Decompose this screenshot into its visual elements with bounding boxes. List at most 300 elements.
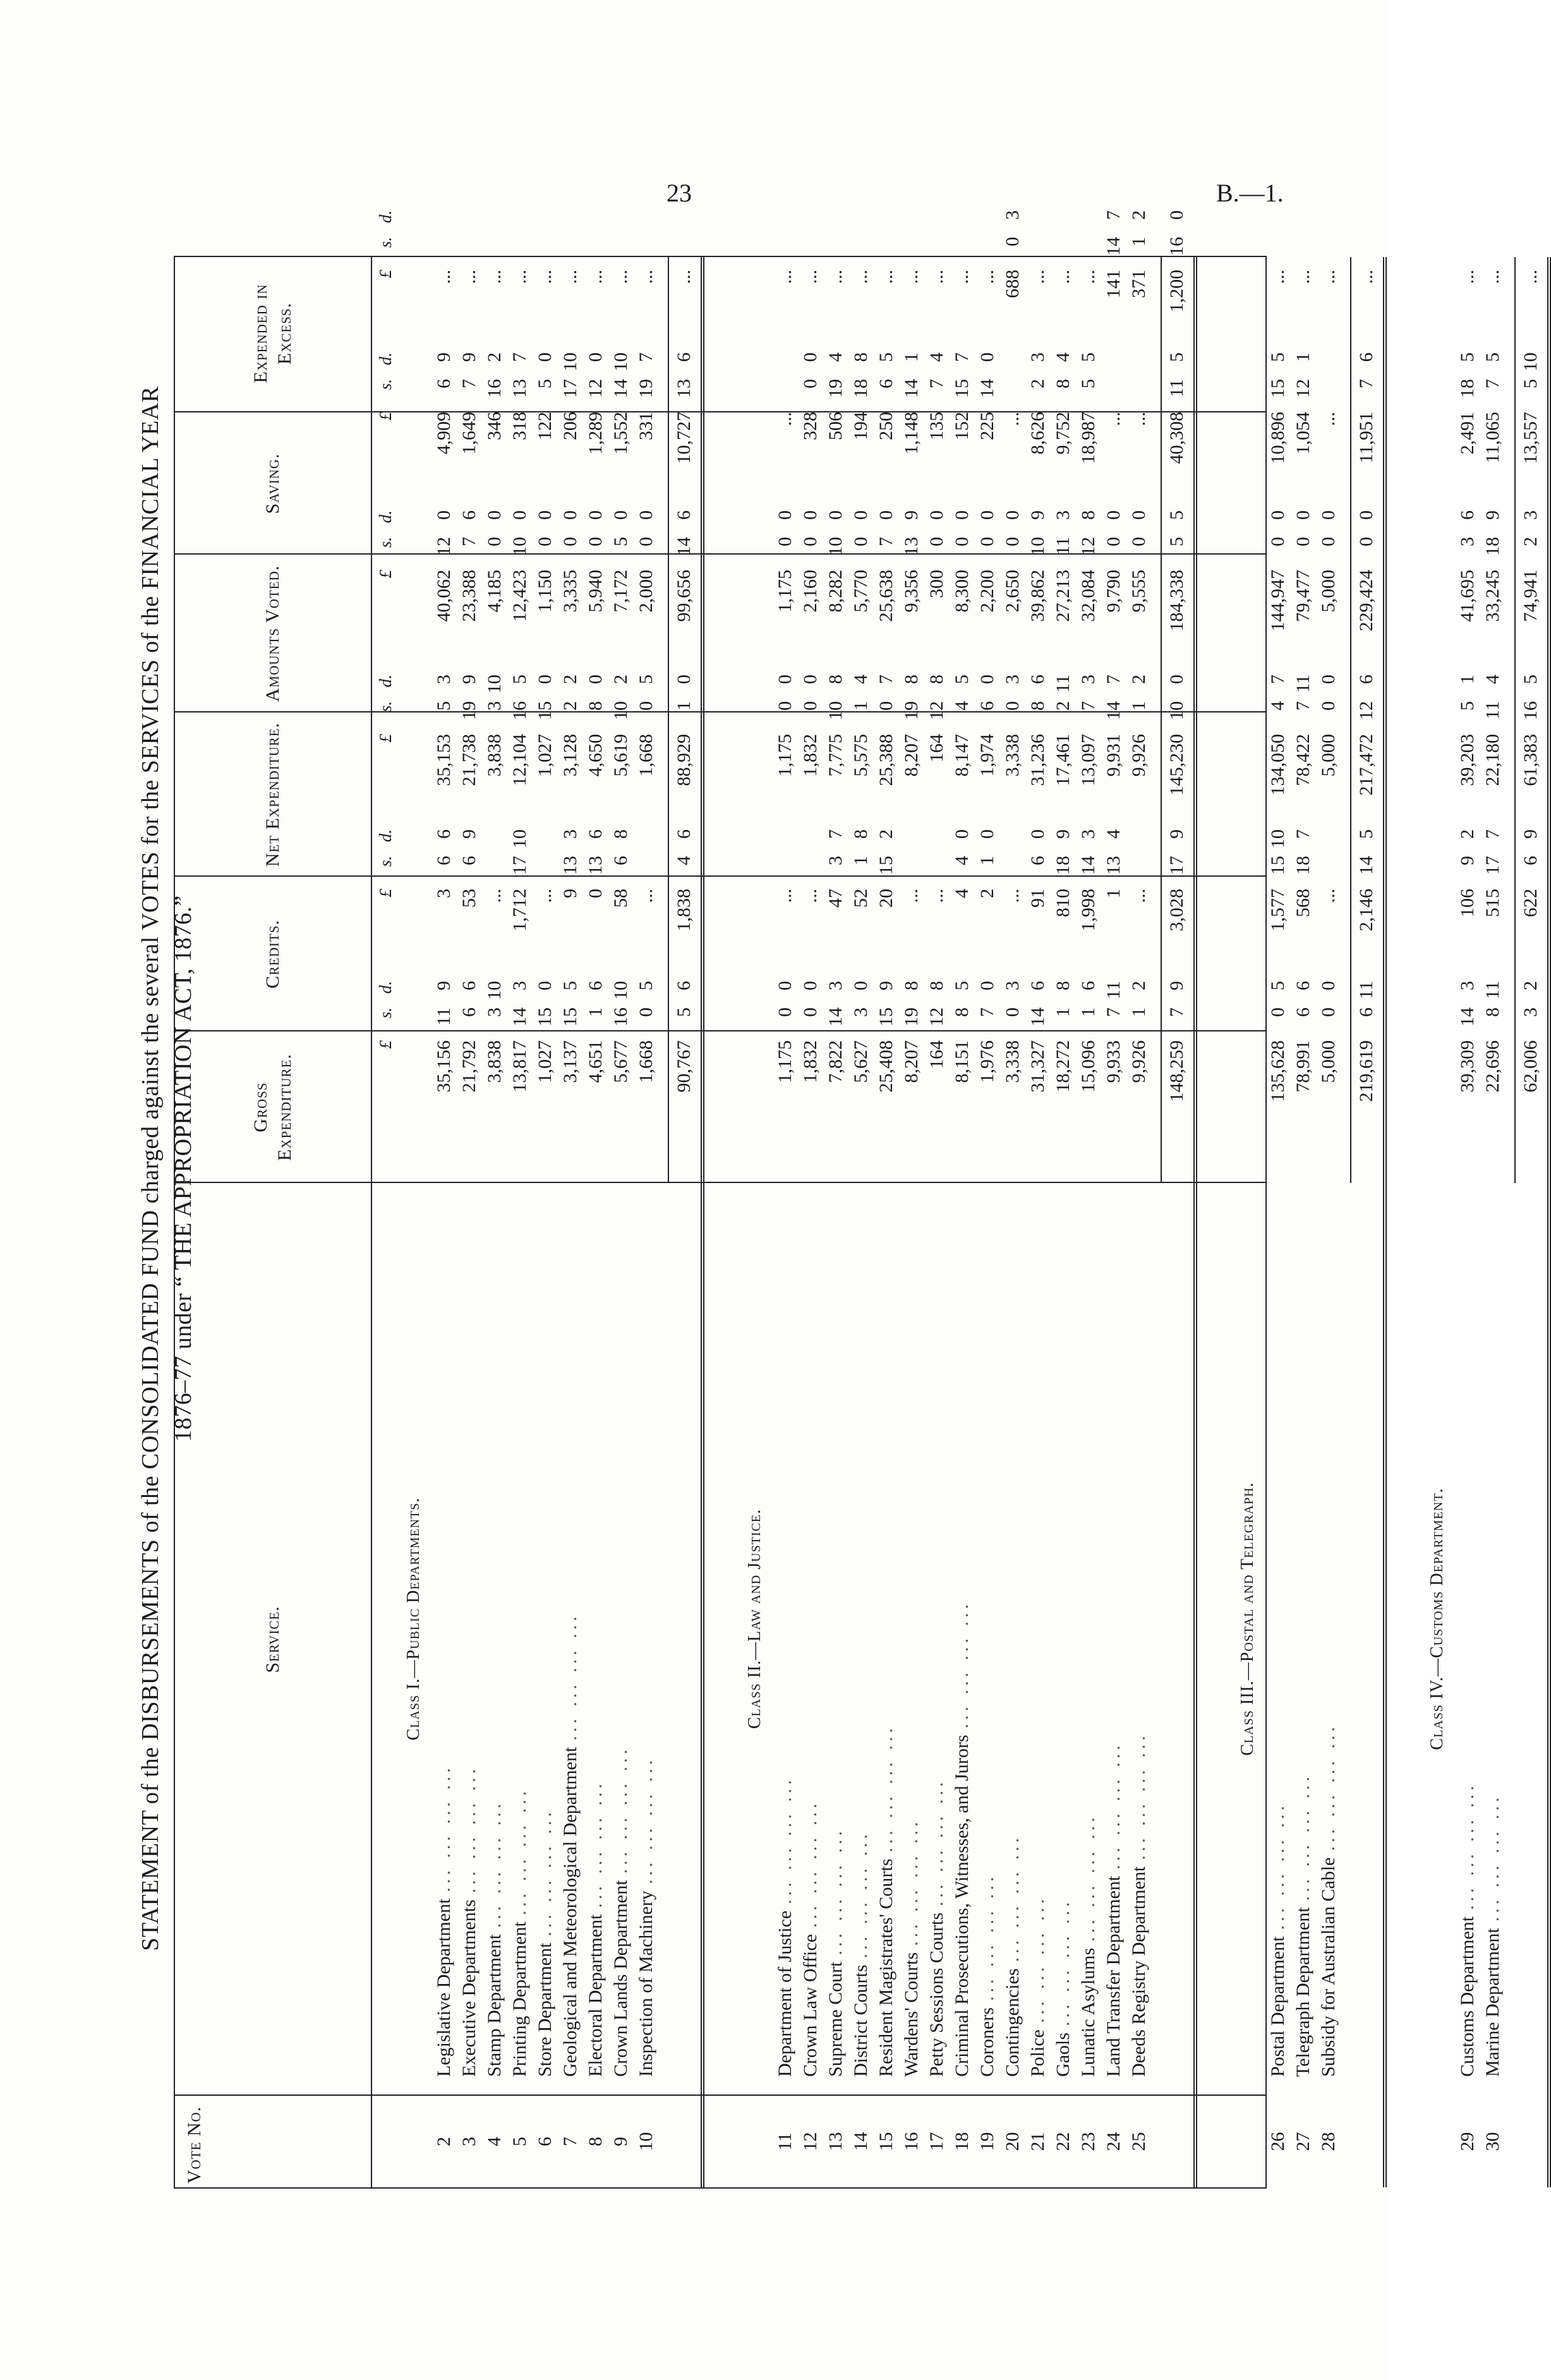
pence: 0 <box>1318 510 1339 520</box>
pounds: 78,422 <box>1293 734 1313 786</box>
vote-number: 16 <box>901 2132 922 2151</box>
leader-dots: ... ... ... ... <box>560 1613 581 1741</box>
shillings: 15 <box>1267 379 1288 398</box>
pence: 10 <box>484 675 505 694</box>
shillings: 0 <box>636 701 656 711</box>
pounds: 1,832 <box>800 734 821 777</box>
pounds: 300 <box>926 570 947 598</box>
pence: 0 <box>610 510 631 520</box>
pence: 0 <box>951 510 972 520</box>
shillings: 17 <box>1482 856 1503 875</box>
pounds: 58 <box>610 889 631 908</box>
pounds: 39,862 <box>1027 570 1048 622</box>
pounds: ... <box>636 270 656 284</box>
service-name <box>848 1186 874 2077</box>
shillings: 0 <box>1318 701 1339 711</box>
shillings: 6 <box>433 856 454 865</box>
shillings: 0 <box>534 537 555 546</box>
pounds: 2 <box>977 889 998 898</box>
pounds: ... <box>1078 270 1099 284</box>
header-credits: Credits. <box>262 920 283 989</box>
vote-number: 22 <box>1053 2132 1073 2151</box>
pounds: 145,230 <box>1166 734 1187 796</box>
shillings: 19 <box>825 379 846 398</box>
service-label: Crown Law Office <box>800 1933 821 2077</box>
pounds: ... <box>585 270 606 284</box>
pounds: 4,185 <box>484 570 505 613</box>
table-row <box>1025 255 1051 2187</box>
pence: 0 <box>850 981 871 990</box>
shillings: 7 <box>1103 1007 1124 1017</box>
shillings: 18 <box>1457 379 1478 398</box>
pounds: 78,991 <box>1293 1040 1313 1093</box>
pounds: ... <box>1293 270 1313 284</box>
shillings: 10 <box>825 537 846 556</box>
pence: 3 <box>1053 510 1073 520</box>
leader-dots: ... ... ... ... <box>850 1830 871 1959</box>
pounds: 2,146 <box>1356 889 1377 932</box>
pence: 5 <box>1356 829 1377 839</box>
pounds: ... <box>1267 270 1288 284</box>
shillings: 7 <box>459 379 480 388</box>
pounds: 5,619 <box>610 734 631 777</box>
service-label: Marine Department <box>1482 1928 1503 2077</box>
shillings: 3 <box>825 856 846 865</box>
service-label: Postal Department <box>1267 1936 1288 2077</box>
header-rule <box>371 257 372 2187</box>
pounds: 810 <box>1053 889 1073 917</box>
pence: 6 <box>1356 352 1377 362</box>
shillings: 7 <box>876 537 896 546</box>
service-label: Telegraph Department <box>1293 1907 1313 2077</box>
pounds: ... <box>534 270 555 284</box>
service-label: Geological and Meteorological Department <box>560 1746 581 2077</box>
pence: 6 <box>585 829 606 839</box>
service-label: Stamp Department <box>484 1934 505 2077</box>
class-separator-rule <box>1383 257 1387 2187</box>
pounds: 135 <box>926 412 947 440</box>
pence: 9 <box>1482 510 1503 520</box>
pounds: ... <box>926 270 947 284</box>
shillings: 1 <box>977 856 998 865</box>
table-row <box>1101 210 1126 2187</box>
shillings: 3 <box>484 1007 505 1017</box>
pence: 8 <box>926 675 947 684</box>
service-label: Gaols <box>1053 2033 1073 2077</box>
table-row <box>1076 255 1101 2187</box>
shillings: 14 <box>1103 237 1124 256</box>
pounds: 106 <box>1457 889 1478 917</box>
pence: 3 <box>1027 352 1048 362</box>
shillings: 3 <box>1520 1007 1541 1017</box>
pence: 2 <box>484 352 505 362</box>
pounds: 164 <box>926 734 947 762</box>
pence: 4 <box>1053 352 1073 362</box>
disbursements-table-wrapper <box>174 210 1541 2189</box>
service-name <box>1291 1186 1316 2077</box>
shillings: 0 <box>977 537 998 546</box>
pence: 7 <box>1103 675 1124 684</box>
service-name <box>1025 1186 1051 2077</box>
service-name <box>950 1186 975 2077</box>
shillings: 13 <box>509 379 530 398</box>
pence: 8 <box>610 829 631 839</box>
pence: 6 <box>1457 510 1478 520</box>
pounds: 688 <box>1002 270 1023 298</box>
pounds: 8,207 <box>901 734 922 777</box>
service-label: Electoral Department <box>585 1914 606 2077</box>
header-vote-no: Vote No. <box>184 2106 205 2184</box>
service-label: Coroners <box>977 2007 998 2077</box>
service-label: Deeds Registry Department <box>1128 1866 1149 2077</box>
shillings: 0 <box>1128 537 1149 546</box>
excess-cell <box>1076 210 1101 412</box>
subtotal-rule <box>1514 257 1516 1183</box>
table-row <box>507 255 533 2187</box>
shillings: 7 <box>1293 701 1313 711</box>
shillings: 0 <box>926 537 947 546</box>
pence: 5 <box>1166 352 1187 362</box>
unit-shilling: s. <box>376 379 395 390</box>
pence: 8 <box>850 829 871 839</box>
shillings: 15 <box>1267 856 1288 875</box>
shillings: 0 <box>800 1007 821 1017</box>
unit-pound: £ <box>376 570 395 579</box>
pounds: ... <box>1318 270 1339 284</box>
shillings: 0 <box>1002 1007 1023 1017</box>
pence: 0 <box>800 352 821 362</box>
pounds: 9,933 <box>1103 1040 1124 1083</box>
pence: 7 <box>951 352 972 362</box>
service-label: Inspection of Machinery <box>636 1890 656 2077</box>
shillings: 0 <box>775 537 795 546</box>
pence: 0 <box>1267 510 1288 520</box>
shillings: 5 <box>534 379 555 388</box>
header-saving: Saving. <box>262 453 283 514</box>
pounds: 3,128 <box>560 734 581 777</box>
shillings: 19 <box>901 701 922 720</box>
vote-number: 17 <box>926 2132 947 2151</box>
pounds: 8,282 <box>825 570 846 613</box>
pounds: 9,752 <box>1053 412 1073 455</box>
pence: 3 <box>1002 981 1023 990</box>
service-label: Petty Sessions Courts <box>926 1912 947 2077</box>
service-label: Land Transfer Department <box>1103 1875 1124 2077</box>
service-name <box>1480 1186 1506 2077</box>
shillings: 15 <box>560 1007 581 1026</box>
class-separator-rule <box>701 257 704 2187</box>
shillings: 12 <box>1293 379 1313 398</box>
shillings: 6 <box>1520 856 1541 865</box>
unit-shilling: s. <box>376 1007 395 1019</box>
pounds: ... <box>433 270 454 284</box>
shillings: 14 <box>673 537 694 556</box>
leader-dots: ... ... ... ... <box>1128 1732 1149 1860</box>
pence: 0 <box>534 352 555 362</box>
pounds: 31,327 <box>1027 1040 1048 1093</box>
pence: 5 <box>636 675 656 684</box>
pounds: ... <box>534 889 555 903</box>
pence: 8 <box>926 981 947 990</box>
shillings: 0 <box>1356 537 1377 546</box>
shillings: 0 <box>800 379 821 388</box>
pence: 8 <box>901 675 922 684</box>
pence: 3 <box>509 981 530 990</box>
pence: 2 <box>876 829 896 839</box>
pounds: 219,619 <box>1356 1040 1377 1102</box>
pounds: 11,951 <box>1356 412 1377 464</box>
pounds: 23,388 <box>459 570 480 622</box>
total-excess-cell <box>1518 210 1543 412</box>
shillings: 5 <box>433 701 454 711</box>
leader-dots: ... ... ... ... <box>585 1780 606 1908</box>
shillings: 12 <box>433 537 454 556</box>
pounds: 8,300 <box>951 570 972 613</box>
unit-pound: £ <box>376 270 395 279</box>
pence: 9 <box>876 981 896 990</box>
pounds: 5,000 <box>1318 734 1339 777</box>
pounds: 41,695 <box>1457 570 1478 622</box>
service-name <box>507 1186 533 2077</box>
vote-number: 9 <box>610 2137 631 2146</box>
subtotal-rule <box>1161 257 1162 1183</box>
vote-number: 12 <box>800 2132 821 2151</box>
pence: 2 <box>610 675 631 684</box>
pence: 5 <box>1520 675 1541 684</box>
pence: 7 <box>636 352 656 362</box>
shillings: 5 <box>1078 379 1099 388</box>
pounds: ... <box>1053 270 1073 284</box>
shillings: 17 <box>1166 856 1187 875</box>
pence: 10 <box>610 352 631 371</box>
pence: 0 <box>585 352 606 362</box>
pounds: 90,767 <box>673 1040 694 1093</box>
shillings: 14 <box>901 379 922 398</box>
pounds: 1,998 <box>1078 889 1099 932</box>
pounds: 22,180 <box>1482 734 1503 786</box>
service-name <box>432 1186 457 2077</box>
pence: 6 <box>1027 981 1048 990</box>
pounds: 74,941 <box>1520 570 1541 622</box>
unit-pound: £ <box>376 889 395 898</box>
pounds: ... <box>1520 270 1541 284</box>
vote-number: 14 <box>850 2132 871 2151</box>
pounds: ... <box>977 270 998 284</box>
shillings: 1 <box>585 1007 606 1017</box>
shillings: 7 <box>1078 701 1099 711</box>
pence: 7 <box>509 352 530 362</box>
pence: 6 <box>1078 981 1099 990</box>
pounds: 134,050 <box>1267 734 1288 796</box>
pence: 0 <box>850 510 871 520</box>
shillings: 6 <box>1027 856 1048 865</box>
service-label: Legislative Department <box>433 1898 454 2077</box>
pence: 5 <box>1457 352 1478 362</box>
pounds: 164 <box>926 1040 947 1069</box>
pence: 3 <box>825 981 846 990</box>
pounds: 13,097 <box>1078 734 1099 786</box>
vote-number: 10 <box>636 2132 656 2151</box>
shillings: 14 <box>977 379 998 398</box>
pence: 1 <box>1457 675 1478 684</box>
pence: 8 <box>1078 510 1099 520</box>
service-name <box>608 1186 634 2077</box>
excess-cell <box>558 210 583 412</box>
class-heading: Class IV.—Customs Department. <box>1427 1488 1447 1750</box>
pounds: 18,272 <box>1053 1040 1073 1093</box>
excess-cell <box>823 210 848 412</box>
unit-pence: d. <box>376 210 395 224</box>
table-row <box>558 255 583 2187</box>
pounds: 3,838 <box>484 1040 505 1083</box>
pence: 0 <box>800 510 821 520</box>
pounds: 1,175 <box>775 570 795 613</box>
excess-cell <box>1126 210 1152 412</box>
pence: 5 <box>1166 510 1187 520</box>
pence: 6 <box>459 510 480 520</box>
pounds: 15,096 <box>1078 1040 1099 1093</box>
shillings: 19 <box>459 701 480 720</box>
pence: 2 <box>1128 981 1149 990</box>
pounds: 25,638 <box>876 570 896 622</box>
shillings: 2 <box>1027 379 1048 388</box>
unit-pence: d. <box>376 829 395 843</box>
excess-cell <box>533 210 558 412</box>
pence: 0 <box>825 510 846 520</box>
table-row <box>1455 255 1480 2187</box>
pounds: 25,408 <box>876 1040 896 1093</box>
vote-number: 28 <box>1318 2132 1339 2151</box>
shillings: 1 <box>1078 1007 1099 1017</box>
shillings: 4 <box>951 856 972 865</box>
shillings: 0 <box>560 537 581 546</box>
leader-dots: ... ... ... ... <box>926 1778 947 1906</box>
pounds: 4 <box>951 889 972 898</box>
pence: 6 <box>673 510 694 520</box>
shillings: 6 <box>1293 1007 1313 1017</box>
service-name <box>1455 1186 1480 2077</box>
pence: 5 <box>1078 352 1099 362</box>
pence: 2 <box>1457 829 1478 839</box>
vote-number: 26 <box>1267 2132 1288 2151</box>
shillings: 1 <box>850 701 871 711</box>
shillings: 11 <box>1166 379 1187 397</box>
vote-number: 18 <box>951 2132 972 2151</box>
pounds: ... <box>459 270 480 284</box>
pounds: 39,309 <box>1457 1040 1478 1093</box>
pounds: 22,696 <box>1482 1040 1503 1093</box>
pence: 0 <box>1002 510 1023 520</box>
shillings: 3 <box>484 701 505 711</box>
pounds: ... <box>484 889 505 903</box>
shillings: 18 <box>850 379 871 398</box>
table-row <box>1316 255 1341 2187</box>
unit-shilling: s. <box>376 237 395 248</box>
service-label: District Courts <box>850 1964 871 2077</box>
page-number: 23 <box>667 179 692 207</box>
leader-dots: ... ... ... ... <box>1293 1772 1313 1901</box>
unit-shilling: s. <box>376 701 395 712</box>
table-row <box>899 255 924 2187</box>
shillings: 1 <box>1128 237 1149 246</box>
pounds: 144,947 <box>1267 570 1288 632</box>
pounds: ... <box>775 889 795 903</box>
pence: 0 <box>1356 510 1377 520</box>
pence: 0 <box>977 981 998 990</box>
pence: 7 <box>825 829 846 839</box>
pence: 2 <box>1520 981 1541 990</box>
excess-cell <box>1480 210 1506 412</box>
shillings: 0 <box>876 701 896 711</box>
pence: 10 <box>484 981 505 1000</box>
pounds: 17,461 <box>1053 734 1073 786</box>
shillings: 1 <box>1053 1007 1073 1017</box>
pence: 0 <box>1166 675 1187 684</box>
pence: 9 <box>1027 510 1048 520</box>
pounds: 79,477 <box>1293 570 1313 622</box>
pounds: 5,000 <box>1318 570 1339 613</box>
leader-dots: ... ... ... ... <box>636 1756 656 1885</box>
pounds: 229,424 <box>1356 570 1377 632</box>
shillings: 11 <box>1482 701 1503 719</box>
pounds: 568 <box>1293 889 1313 917</box>
pounds: 9,555 <box>1128 570 1149 613</box>
shillings: 14 <box>610 379 631 398</box>
pence: 1 <box>1293 352 1313 362</box>
shillings: 18 <box>1293 856 1313 875</box>
excess-cell <box>1316 210 1341 412</box>
shillings: 16 <box>1520 701 1541 720</box>
pence: 0 <box>977 675 998 684</box>
vote-number: 27 <box>1293 2132 1313 2151</box>
pounds: 5,627 <box>850 1040 871 1083</box>
pence: 0 <box>775 675 795 684</box>
table-row <box>823 255 848 2187</box>
pounds: ... <box>1103 412 1124 426</box>
class-total-row <box>1518 255 1543 2187</box>
pence: 0 <box>636 510 656 520</box>
unit-pence: d. <box>376 510 395 524</box>
pence: 9 <box>901 510 922 520</box>
pence: 5 <box>509 675 530 684</box>
excess-cell <box>457 210 482 412</box>
shillings: 16 <box>509 701 530 720</box>
pounds: 18,987 <box>1078 412 1099 464</box>
pounds: 27,213 <box>1053 570 1073 622</box>
pounds: 5,575 <box>850 734 871 777</box>
pence: 5 <box>951 675 972 684</box>
pounds: 1,289 <box>585 412 606 455</box>
pounds: 148,259 <box>1166 1040 1187 1102</box>
shillings: 7 <box>1356 379 1377 388</box>
pounds: 250 <box>876 412 896 440</box>
pounds: 13,817 <box>509 1040 530 1093</box>
class-total-row <box>1164 210 1190 2187</box>
pence: 3 <box>1520 510 1541 520</box>
pence: 0 <box>585 675 606 684</box>
pence: 0 <box>977 510 998 520</box>
service-name <box>1126 1186 1152 2077</box>
pounds: ... <box>951 270 972 284</box>
pounds: 21,738 <box>459 734 480 786</box>
pence: 0 <box>800 675 821 684</box>
pounds: 35,153 <box>433 734 454 786</box>
pence: 5 <box>1267 981 1288 990</box>
shillings: 16 <box>610 1007 631 1026</box>
vote-number: 21 <box>1027 2132 1048 2151</box>
pounds: 2,160 <box>800 570 821 613</box>
pounds: 9,790 <box>1103 570 1124 613</box>
